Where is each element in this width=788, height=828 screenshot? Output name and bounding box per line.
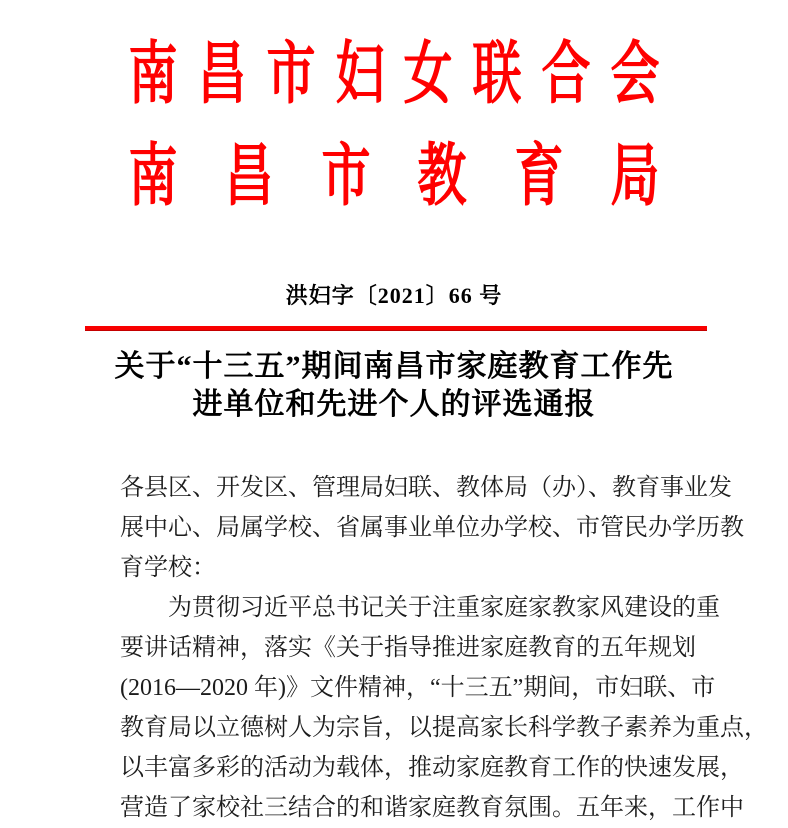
org-name-char: 南 — [128, 138, 178, 214]
org-name-char: 昌 — [197, 36, 247, 112]
notice-title — [0, 348, 788, 424]
body-text-line: 教育局以立德树人为宗旨，以提高家长科学教子素养为重点， — [120, 715, 768, 741]
org-name-line-1 — [119, 36, 669, 112]
org-name-line-2 — [119, 138, 669, 214]
org-name-char: 育 — [514, 138, 564, 214]
org-name-char: 联 — [472, 36, 522, 112]
org-name-char: 会 — [610, 36, 660, 112]
notice-title-line-1: 关于“十三五”期间南昌市家庭教育工作先 — [114, 350, 674, 383]
org-name-char: 妇 — [335, 36, 385, 112]
body-text-line: 展中心、局属学校、省属事业单位办学校、市管民办学历教 — [120, 515, 744, 541]
body-text-line: 要讲话精神，落实《关于指导推进家庭教育的五年规划 — [120, 635, 696, 661]
body-text-line: 营造了家校社三结合的和谐家庭教育氛围。五年来，工作中 — [120, 795, 744, 821]
body-text-line: 为贯彻习近平总书记关于注重家庭家教家风建设的重 — [168, 595, 720, 621]
org-name-char: 教 — [417, 138, 467, 214]
body-text-line: (2016—2020 年)》文件精神，“十三五”期间，市妇联、市 — [120, 675, 716, 701]
body-text-line: 以丰富多彩的活动为载体，推动家庭教育工作的快速发展， — [120, 755, 744, 781]
body-text-line: 育学校： — [120, 555, 216, 581]
org-name-char: 市 — [266, 36, 316, 112]
body-text-line: 各县区、开发区、管理局妇联、教体局（办）、教育事业发 — [120, 475, 732, 501]
org-name-char: 局 — [610, 138, 660, 214]
notice-body — [120, 468, 780, 828]
document-number: 洪妇字〔2021〕66 号 — [285, 283, 503, 308]
org-name-char: 市 — [321, 138, 371, 214]
notice-title-line-2: 进单位和先进个人的评选通报 — [192, 388, 596, 421]
org-name-char: 南 — [128, 36, 178, 112]
org-name-char: 女 — [403, 36, 453, 112]
red-separator-line — [85, 326, 707, 331]
org-name-char: 合 — [541, 36, 591, 112]
org-name-char: 昌 — [224, 138, 274, 214]
